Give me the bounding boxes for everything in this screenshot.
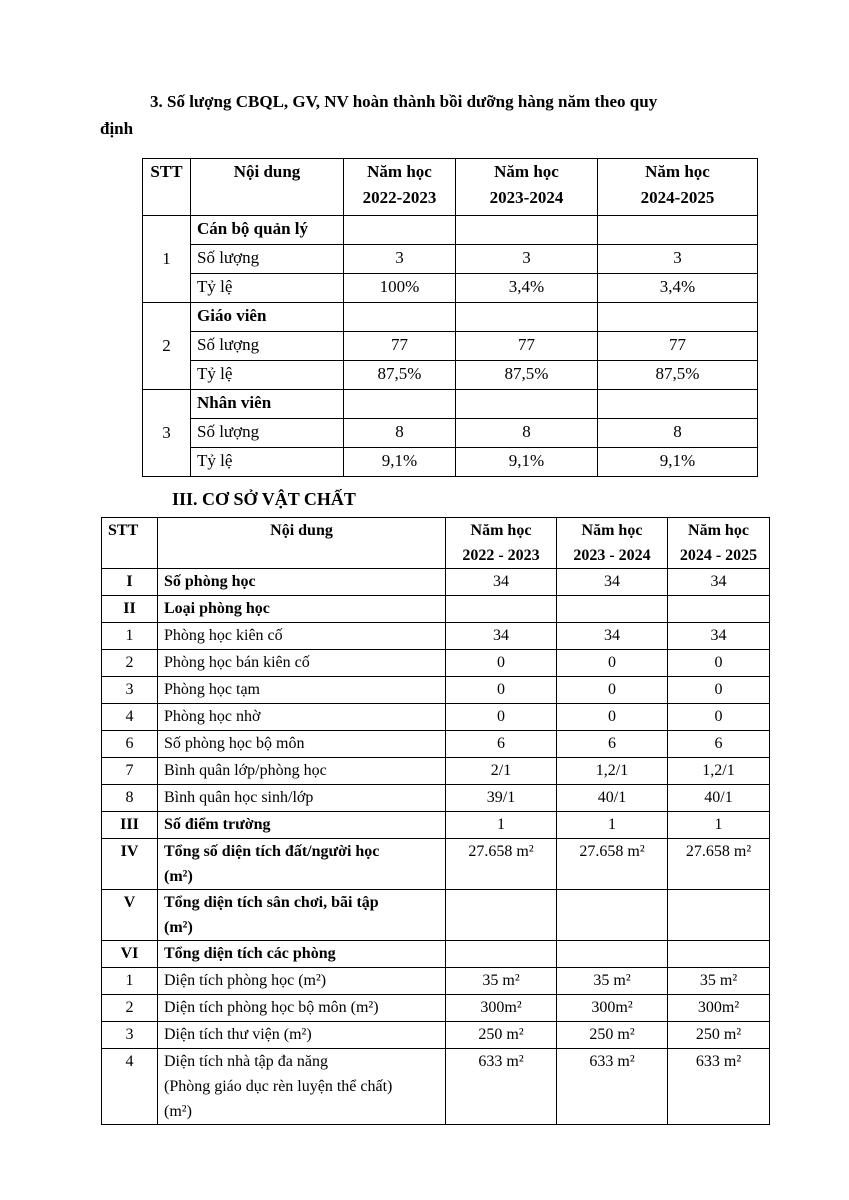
value-cell: 77 bbox=[456, 332, 598, 361]
value-cell: 0 bbox=[446, 704, 557, 731]
value-cell bbox=[668, 890, 770, 941]
table-row bbox=[102, 812, 770, 839]
column-header: Năm học 2022-2023 bbox=[344, 159, 456, 216]
row-label: Tổng diện tích sân chơi, bãi tập (m²) bbox=[158, 890, 446, 941]
row-label: Tỷ lệ bbox=[191, 448, 344, 477]
table-row bbox=[102, 650, 770, 677]
row-label: Diện tích phòng học (m²) bbox=[158, 968, 446, 995]
row-label: Diện tích nhà tập đa năng (Phòng giáo dục rèn luyện thể chất) (m²) bbox=[158, 1049, 446, 1125]
value-cell: 1 bbox=[557, 812, 668, 839]
value-cell: 633 m² bbox=[557, 1049, 668, 1125]
value-cell: 34 bbox=[557, 623, 668, 650]
table-row bbox=[102, 1022, 770, 1049]
value-cell bbox=[446, 941, 557, 968]
value-cell: 87,5% bbox=[598, 361, 758, 390]
value-cell: 35 m² bbox=[446, 968, 557, 995]
empty-cell bbox=[344, 216, 456, 245]
table-row bbox=[102, 704, 770, 731]
stt-cell: 1 bbox=[102, 623, 158, 650]
row-label: Phòng học kiên cố bbox=[158, 623, 446, 650]
row-label: Số phòng học bbox=[158, 569, 446, 596]
value-cell bbox=[446, 596, 557, 623]
table-row bbox=[143, 245, 758, 274]
table-row bbox=[102, 1049, 770, 1125]
column-header: STT bbox=[143, 159, 191, 216]
row-label: Số lượng bbox=[191, 245, 344, 274]
row-label: Tổng diện tích các phòng bbox=[158, 941, 446, 968]
value-cell: 1 bbox=[668, 812, 770, 839]
value-cell: 633 m² bbox=[668, 1049, 770, 1125]
empty-cell bbox=[598, 390, 758, 419]
value-cell: 1,2/1 bbox=[668, 758, 770, 785]
stt-cell: 7 bbox=[102, 758, 158, 785]
value-cell: 0 bbox=[668, 704, 770, 731]
value-cell: 633 m² bbox=[446, 1049, 557, 1125]
value-cell: 0 bbox=[668, 677, 770, 704]
group-title-row bbox=[143, 303, 758, 332]
value-cell: 0 bbox=[446, 650, 557, 677]
table-row bbox=[102, 890, 770, 941]
stt-cell: VI bbox=[102, 941, 158, 968]
table-row bbox=[102, 941, 770, 968]
row-label: Số lượng bbox=[191, 419, 344, 448]
table-row bbox=[143, 448, 758, 477]
table-row bbox=[102, 677, 770, 704]
value-cell: 6 bbox=[668, 731, 770, 758]
group-title: Giáo viên bbox=[191, 303, 344, 332]
value-cell: 27.658 m² bbox=[668, 839, 770, 890]
facilities-table bbox=[101, 517, 770, 1125]
column-header: Nội dung bbox=[191, 159, 344, 216]
empty-cell bbox=[456, 303, 598, 332]
empty-cell bbox=[598, 216, 758, 245]
row-label: Số điểm trường bbox=[158, 812, 446, 839]
value-cell: 0 bbox=[668, 650, 770, 677]
value-cell: 300m² bbox=[668, 995, 770, 1022]
value-cell: 8 bbox=[598, 419, 758, 448]
value-cell: 34 bbox=[446, 623, 557, 650]
value-cell: 87,5% bbox=[344, 361, 456, 390]
value-cell bbox=[446, 890, 557, 941]
empty-cell bbox=[344, 303, 456, 332]
value-cell bbox=[668, 941, 770, 968]
value-cell: 100% bbox=[344, 274, 456, 303]
value-cell: 6 bbox=[557, 731, 668, 758]
stt-cell: 3 bbox=[143, 390, 191, 477]
heading-3-line2: định bbox=[100, 119, 134, 138]
value-cell: 9,1% bbox=[456, 448, 598, 477]
stt-cell: 3 bbox=[102, 1022, 158, 1049]
table-row bbox=[102, 995, 770, 1022]
row-label: Tỷ lệ bbox=[191, 361, 344, 390]
value-cell: 0 bbox=[557, 704, 668, 731]
value-cell: 250 m² bbox=[668, 1022, 770, 1049]
value-cell: 0 bbox=[557, 677, 668, 704]
row-label: Số lượng bbox=[191, 332, 344, 361]
value-cell: 250 m² bbox=[446, 1022, 557, 1049]
value-cell: 35 m² bbox=[557, 968, 668, 995]
value-cell bbox=[557, 596, 668, 623]
section-title-facilities: III. CƠ SỞ VẬT CHẤT bbox=[172, 489, 356, 509]
value-cell: 300m² bbox=[557, 995, 668, 1022]
table-row bbox=[102, 596, 770, 623]
value-cell: 0 bbox=[446, 677, 557, 704]
value-cell: 9,1% bbox=[344, 448, 456, 477]
group-title: Cán bộ quản lý bbox=[191, 216, 344, 245]
column-header: Năm học 2024-2025 bbox=[598, 159, 758, 216]
stt-cell: I bbox=[102, 569, 158, 596]
stt-cell: 6 bbox=[102, 731, 158, 758]
stt-cell: IV bbox=[102, 839, 158, 890]
value-cell: 27.658 m² bbox=[446, 839, 557, 890]
row-label: Bình quân lớp/phòng học bbox=[158, 758, 446, 785]
table-row bbox=[143, 332, 758, 361]
value-cell: 3,4% bbox=[456, 274, 598, 303]
value-cell: 250 m² bbox=[557, 1022, 668, 1049]
table-row bbox=[102, 839, 770, 890]
table-row bbox=[102, 758, 770, 785]
stt-cell: 3 bbox=[102, 677, 158, 704]
stt-cell: 8 bbox=[102, 785, 158, 812]
value-cell: 40/1 bbox=[668, 785, 770, 812]
column-header: STT bbox=[102, 518, 158, 569]
column-header: Năm học 2022 - 2023 bbox=[446, 518, 557, 569]
value-cell: 1 bbox=[446, 812, 557, 839]
value-cell: 34 bbox=[668, 569, 770, 596]
table-row bbox=[102, 569, 770, 596]
empty-cell bbox=[344, 390, 456, 419]
value-cell: 1,2/1 bbox=[557, 758, 668, 785]
value-cell: 300m² bbox=[446, 995, 557, 1022]
group-title-row bbox=[143, 390, 758, 419]
table-header-row bbox=[102, 518, 770, 569]
value-cell: 0 bbox=[557, 650, 668, 677]
row-label: Bình quân học sinh/lớp bbox=[158, 785, 446, 812]
row-label: Số phòng học bộ môn bbox=[158, 731, 446, 758]
group-title-row bbox=[143, 216, 758, 245]
table-row bbox=[143, 361, 758, 390]
table-row bbox=[102, 785, 770, 812]
column-header: Năm học 2023-2024 bbox=[456, 159, 598, 216]
row-label: Phòng học bán kiên cố bbox=[158, 650, 446, 677]
empty-cell bbox=[598, 303, 758, 332]
table-row bbox=[102, 968, 770, 995]
value-cell: 35 m² bbox=[668, 968, 770, 995]
value-cell: 3 bbox=[456, 245, 598, 274]
value-cell: 8 bbox=[344, 419, 456, 448]
row-label: Phòng học nhờ bbox=[158, 704, 446, 731]
value-cell: 87,5% bbox=[456, 361, 598, 390]
row-label: Phòng học tạm bbox=[158, 677, 446, 704]
column-header: Năm học 2024 - 2025 bbox=[668, 518, 770, 569]
value-cell: 34 bbox=[557, 569, 668, 596]
table-header-row bbox=[143, 159, 758, 216]
group-title: Nhân viên bbox=[191, 390, 344, 419]
row-label: Tỷ lệ bbox=[191, 274, 344, 303]
stt-cell: 4 bbox=[102, 704, 158, 731]
column-header: Năm học 2023 - 2024 bbox=[557, 518, 668, 569]
value-cell bbox=[557, 890, 668, 941]
value-cell: 3 bbox=[344, 245, 456, 274]
table-row bbox=[102, 623, 770, 650]
value-cell: 77 bbox=[598, 332, 758, 361]
value-cell: 6 bbox=[446, 731, 557, 758]
column-header: Nội dung bbox=[158, 518, 446, 569]
value-cell bbox=[557, 941, 668, 968]
value-cell: 9,1% bbox=[598, 448, 758, 477]
empty-cell bbox=[456, 216, 598, 245]
section-heading-3 bbox=[100, 88, 769, 142]
table-row bbox=[143, 419, 758, 448]
value-cell: 2/1 bbox=[446, 758, 557, 785]
stt-cell: 2 bbox=[102, 650, 158, 677]
stt-cell: 4 bbox=[102, 1049, 158, 1125]
heading-3-line1: 3. Số lượng CBQL, GV, NV hoàn thành bồi dưỡng hàng năm theo quy bbox=[150, 92, 658, 111]
value-cell: 27.658 m² bbox=[557, 839, 668, 890]
value-cell: 77 bbox=[344, 332, 456, 361]
value-cell: 34 bbox=[446, 569, 557, 596]
table-row bbox=[143, 274, 758, 303]
value-cell: 39/1 bbox=[446, 785, 557, 812]
value-cell: 40/1 bbox=[557, 785, 668, 812]
stt-cell: 1 bbox=[143, 216, 191, 303]
stt-cell: 2 bbox=[143, 303, 191, 390]
row-label: Loại phòng học bbox=[158, 596, 446, 623]
stt-cell: V bbox=[102, 890, 158, 941]
table-row bbox=[102, 731, 770, 758]
training-table bbox=[142, 158, 758, 477]
value-cell: 8 bbox=[456, 419, 598, 448]
value-cell: 34 bbox=[668, 623, 770, 650]
row-label: Diện tích thư viện (m²) bbox=[158, 1022, 446, 1049]
value-cell: 3,4% bbox=[598, 274, 758, 303]
row-label: Diện tích phòng học bộ môn (m²) bbox=[158, 995, 446, 1022]
row-label: Tổng số diện tích đất/người học (m²) bbox=[158, 839, 446, 890]
empty-cell bbox=[456, 390, 598, 419]
stt-cell: 1 bbox=[102, 968, 158, 995]
value-cell bbox=[668, 596, 770, 623]
value-cell: 3 bbox=[598, 245, 758, 274]
stt-cell: 2 bbox=[102, 995, 158, 1022]
stt-cell: II bbox=[102, 596, 158, 623]
stt-cell: III bbox=[102, 812, 158, 839]
